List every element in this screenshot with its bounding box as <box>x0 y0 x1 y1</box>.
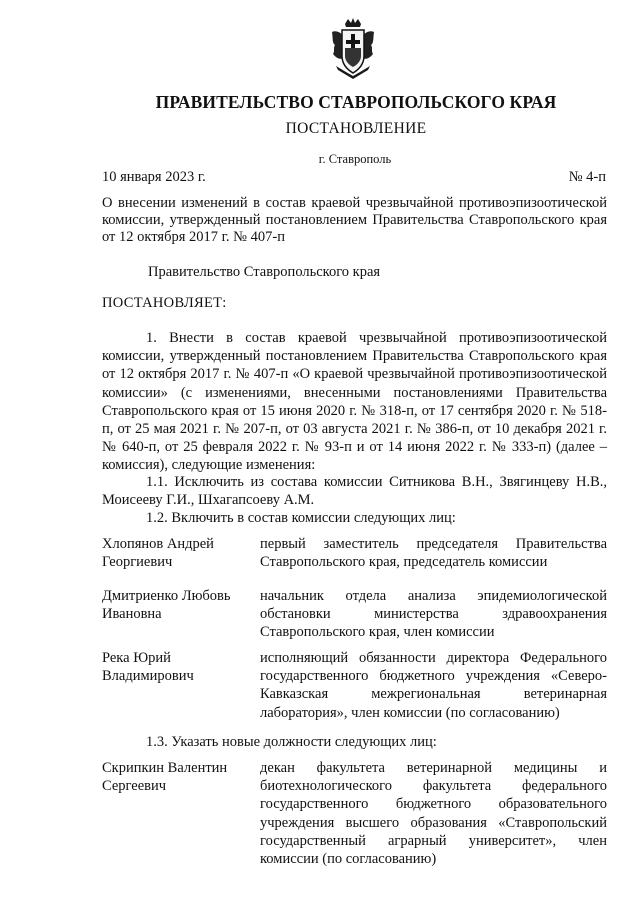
member-name: Дмитриенко Любовь Ивановна <box>102 588 231 623</box>
paragraph-1: 1. Внести в состав краевой чрезвычайной противоэпизоотической комиссии, утвержденный постановлением Правительства Ставропольского края от 12 октября 2017 г. № 407-п «О краевой чрезвычайной противоэпизоотической комиссии» (с изменениями, внесенными постановлениями Правительства Ставропольского края от 15 июня 2020 г. № 318-п, от 17 сентября 2020 г. № 518-п, от 25 мая 2021 г. № 207-п, от 03 августа 2021 г. № 386-п, от 10 декабря 2021 г. № 640-п, от 25 февраля 2022 г. № 93-п и от 14 июня 2022 г. № 333-п) (далее – комиссия), следующие изменения: <box>102 330 607 474</box>
paragraph-1-1: 1.1. Исключить из состава комиссии Ситникова В.Н., Звягинцеву Н.В., Моисееву Г.И., Шхагапсоеву А.М. <box>102 474 607 509</box>
member-role: исполняющий обязанности директора Федерального государственного бюджетного учреждения «Северо-Кавказская межрегиональная ветеринарная лаборатория», член комиссии (по согласованию) <box>260 650 607 721</box>
member-name: Скрипкин Валентин Сергеевич <box>102 760 228 795</box>
member-role: начальник отдела анализа эпидемиологической обстановки министерства здравоохранения Ставропольского края, член комиссии <box>260 588 607 641</box>
document-number: № 4-п <box>568 169 606 185</box>
document-date: 10 января 2023 г. <box>102 169 206 185</box>
issuer: Правительство Ставропольского края <box>148 264 381 280</box>
paragraph-1-3: 1.3. Указать новые должности следующих лиц: <box>146 734 437 750</box>
paragraph-1-2: 1.2. Включить в состав комиссии следующих лиц: <box>146 510 456 526</box>
document-type: ПОСТАНОВЛЕНИЕ <box>285 120 427 137</box>
member-name: Река Юрий Владимирович <box>102 650 194 685</box>
member-role: декан факультета ветеринарной медицины и биотехнологического факультета федерального государственного бюджетного образовательного учреждения высшего образования «Ставропольский государственный аграрный университет», член комиссии (по согласованию) <box>260 760 607 868</box>
government-title: ПРАВИТЕЛЬСТВО СТАВРОПОЛЬСКОГО КРАЯ <box>155 92 557 112</box>
coat-of-arms-icon <box>330 18 376 80</box>
member-name: Хлопянов Андрей Георгиевич <box>102 536 214 571</box>
member-role: первый заместитель председателя Правительства Ставропольского края, председатель комиссии <box>260 536 607 571</box>
document-subject: О внесении изменений в состав краевой чрезвычайной противоэпизоотической комиссии, утвержденный постановлением Правительства Ставропольского края от 12 октября 2017 г. № 407-п <box>102 195 607 245</box>
resolves-heading: ПОСТАНОВЛЯЕТ: <box>102 295 227 311</box>
city: г. Ставрополь <box>318 152 392 166</box>
